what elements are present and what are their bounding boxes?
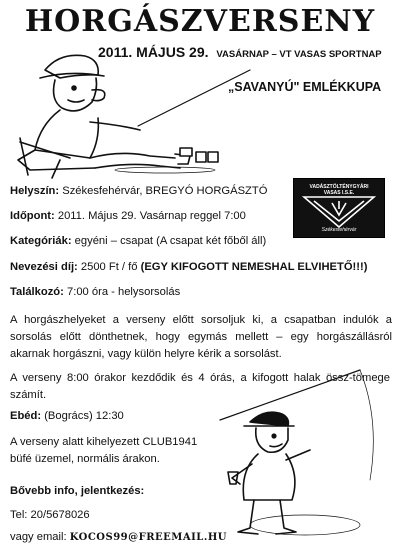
info-location	[10, 185, 267, 197]
cup-name: „SAVANYÚ" EMLÉKKUPA	[228, 80, 382, 94]
club-logo	[293, 178, 385, 238]
info-categories-label: Kategóriák:	[10, 235, 72, 247]
sitting-fisherman-illustration	[0, 30, 260, 180]
info-lunch-value: (Bogrács) 12:30	[44, 410, 124, 422]
start-paragraph: A verseny 8:00 órakor kezdődik és 4 órás, a kifogott halak össz-tömege számít.	[10, 372, 390, 401]
info-fee-label: Nevezési díj:	[10, 261, 78, 273]
info-meeting	[10, 286, 180, 298]
more-info	[10, 485, 144, 497]
draw-paragraph: A horgászhelyeket a verseny előtt sorsoljuk ki, a csapatban indulók a sorsolás előtt dönthetnek, hogy egymás mellett – egy horgászállásról akarnak horgászni, vagy külön helyre kérik a sorsolást.	[10, 314, 392, 360]
info-categories	[10, 235, 266, 247]
info-location-value: Székesfehérvár, BREGYÓ HORGÁSZTÓ	[62, 185, 268, 197]
info-meeting-label: Találkozó:	[10, 286, 64, 298]
info-meeting-value: 7:00 óra - helysorsolás	[66, 286, 181, 298]
info-time-label: Időpont:	[10, 210, 55, 222]
more-info-label: Bővebb info, jelentkezés:	[10, 485, 145, 497]
info-categories-value: egyéni – csapat (A csapat két főből áll)	[74, 235, 267, 247]
info-time	[10, 210, 246, 222]
date-suffix: VASÁRNAP – VT VASAS SPORTNAP	[216, 49, 382, 60]
email-line	[10, 531, 227, 543]
info-fee	[10, 261, 367, 273]
info-fee-value: 2500 Ft / fő	[80, 261, 138, 273]
info-fee-extra: (EGY KIFOGOTT NEMESHAL ELVIHETŐ!!!)	[140, 261, 368, 273]
email-label: vagy email:	[10, 531, 67, 543]
email-address[interactable]: KOCOS99@FREEMAIL.HU	[69, 532, 227, 543]
buffet-paragraph: A verseny alatt kihelyezett CLUB1941 büfé üzemel, normális árakon.	[10, 436, 198, 465]
info-lunch	[10, 410, 124, 422]
logo-line3: Székesfehérvár	[321, 227, 357, 233]
info-location-label: Helyszín:	[10, 185, 60, 197]
logo-line2: VASAS I.S.E.	[323, 190, 355, 196]
logo-line1: VADÁSZTÖLTÉNYGYÁRI	[309, 184, 369, 190]
info-time-value: 2011. Május 29. Vasárnap reggel 7:00	[57, 210, 246, 222]
event-date: 2011. MÁJUS 29.	[98, 44, 209, 60]
standing-fisherman-illustration	[210, 360, 400, 545]
info-lunch-label: Ebéd:	[10, 410, 42, 422]
poster-title: HORGÁSZVERSENY	[24, 4, 376, 39]
phone: Tel: 20/5678026	[10, 509, 90, 521]
